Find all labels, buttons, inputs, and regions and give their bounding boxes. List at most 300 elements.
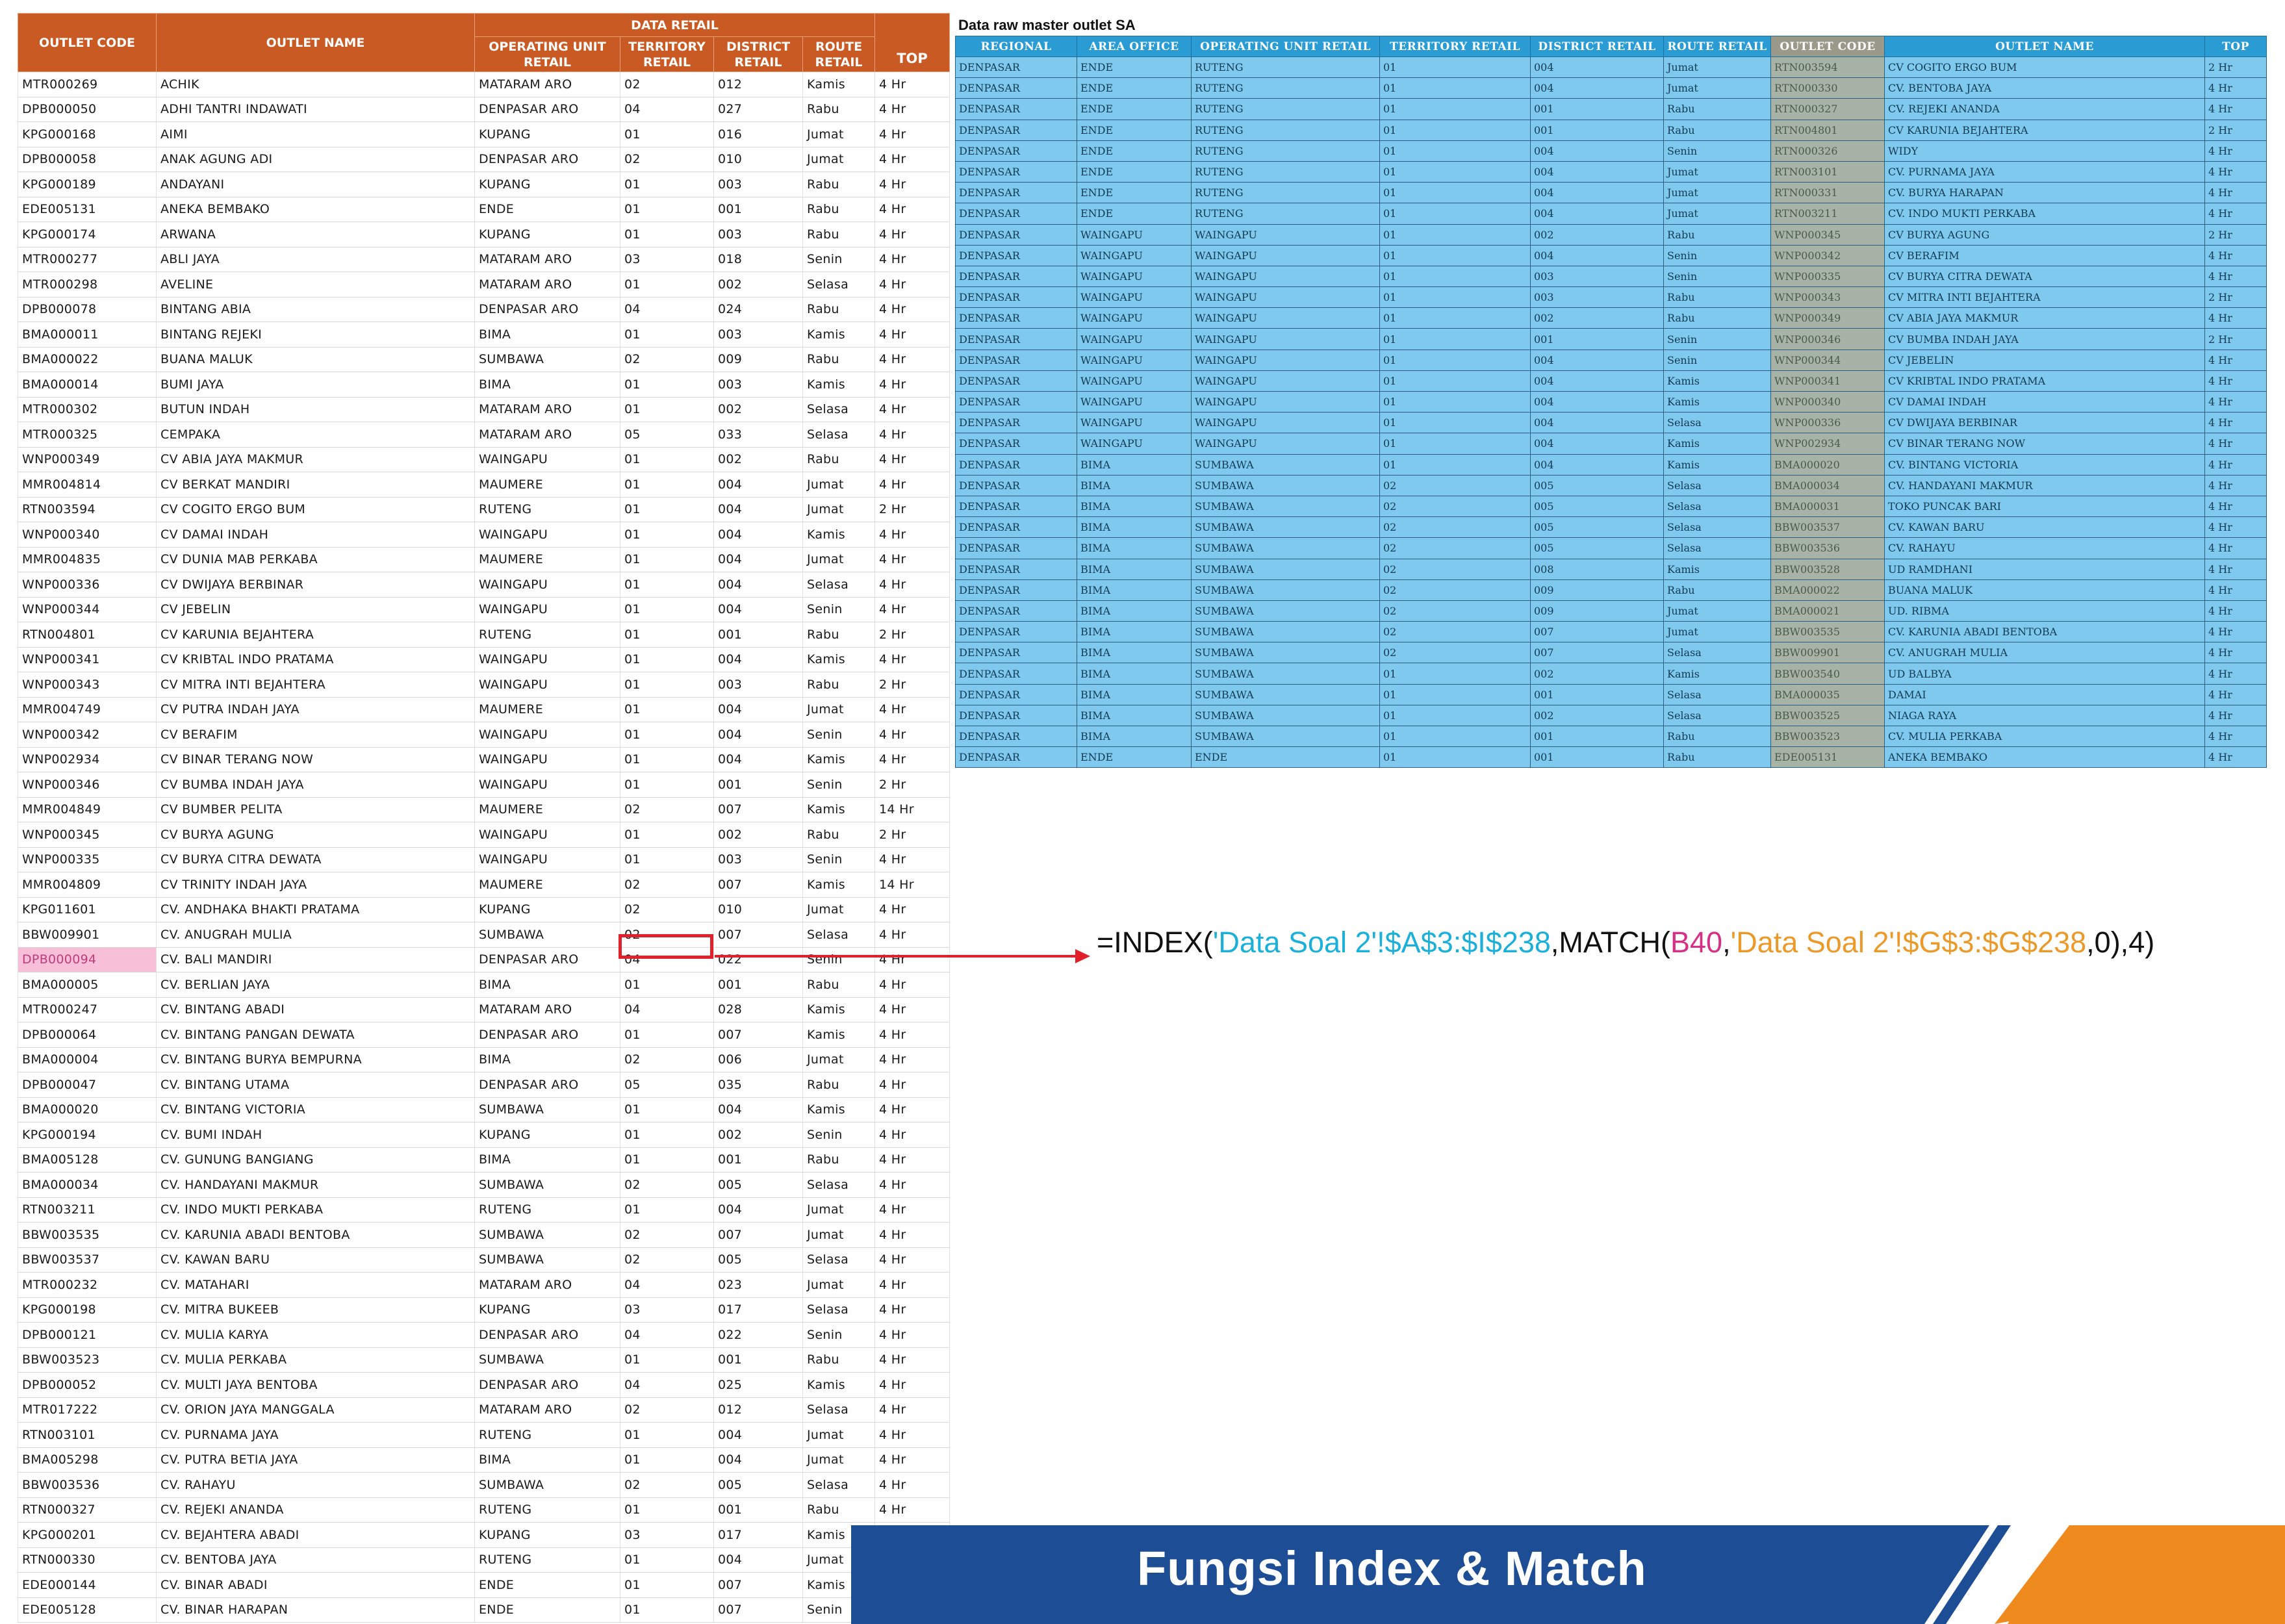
cell-outlet-code[interactable]: EDE005128 — [18, 1597, 157, 1623]
cell-operating-unit[interactable]: WAINGAPU — [475, 447, 620, 472]
cell-district[interactable]: 002 — [714, 822, 803, 848]
cell-district[interactable]: 004 — [714, 522, 803, 548]
raw-cell-regional[interactable]: DENPASAR — [956, 726, 1077, 747]
table-row[interactable] — [18, 1223, 950, 1248]
raw-cell-route[interactable]: Kamis — [1664, 370, 1771, 391]
cell-top[interactable]: 4 Hr — [875, 97, 950, 122]
raw-cell-top[interactable]: 4 Hr — [2205, 349, 2267, 370]
cell-outlet-code[interactable]: WNP000336 — [18, 572, 157, 598]
raw-cell-regional[interactable]: DENPASAR — [956, 663, 1077, 684]
table-row[interactable] — [18, 97, 950, 122]
raw-cell-operating-unit[interactable]: RUTENG — [1192, 203, 1380, 224]
raw-cell-route[interactable]: Kamis — [1664, 433, 1771, 454]
raw-cell-outlet-code[interactable]: WNP000345 — [1771, 224, 1885, 245]
cell-top[interactable]: 4 Hr — [875, 722, 950, 748]
table-row[interactable] — [18, 1473, 950, 1498]
cell-operating-unit[interactable]: WAINGAPU — [475, 772, 620, 798]
cell-route[interactable]: Senin — [803, 722, 875, 748]
raw-cell-operating-unit[interactable]: WAINGAPU — [1192, 349, 1380, 370]
cell-district[interactable]: 005 — [714, 1247, 803, 1273]
raw-cell-district[interactable]: 004 — [1531, 412, 1664, 433]
raw-cell-operating-unit[interactable]: SUMBAWA — [1192, 454, 1380, 475]
raw-cell-regional[interactable]: DENPASAR — [956, 99, 1077, 120]
raw-cell-territory[interactable]: 01 — [1380, 433, 1531, 454]
raw-cell-outlet-name[interactable]: UD BALBYA — [1885, 663, 2205, 684]
raw-cell-territory[interactable]: 02 — [1380, 538, 1531, 559]
raw-cell-district[interactable]: 001 — [1531, 726, 1664, 747]
table-row[interactable] — [956, 642, 2267, 663]
raw-cell-regional[interactable]: DENPASAR — [956, 642, 1077, 663]
cell-territory[interactable]: 05 — [620, 1072, 714, 1098]
cell-operating-unit[interactable]: WAINGAPU — [475, 722, 620, 748]
table-row[interactable] — [18, 1197, 950, 1223]
cell-top[interactable]: 4 Hr — [875, 697, 950, 722]
cell-operating-unit[interactable]: ENDE — [475, 1597, 620, 1623]
cell-outlet-name[interactable]: CV. MITRA BUKEEB — [157, 1297, 475, 1323]
raw-cell-area-office[interactable]: BIMA — [1077, 579, 1192, 600]
raw-cell-area-office[interactable]: WAINGAPU — [1077, 392, 1192, 412]
cell-district[interactable]: 027 — [714, 97, 803, 122]
raw-cell-operating-unit[interactable]: SUMBAWA — [1192, 663, 1380, 684]
raw-cell-top[interactable]: 4 Hr — [2205, 245, 2267, 266]
cell-outlet-code[interactable]: RTN000327 — [18, 1497, 157, 1523]
raw-cell-outlet-code[interactable]: RTN000327 — [1771, 99, 1885, 120]
table-row[interactable] — [956, 266, 2267, 286]
cell-operating-unit[interactable]: BIMA — [475, 972, 620, 998]
raw-cell-regional[interactable]: DENPASAR — [956, 496, 1077, 516]
cell-territory[interactable]: 01 — [620, 672, 714, 698]
raw-cell-regional[interactable]: DENPASAR — [956, 224, 1077, 245]
table-row[interactable] — [18, 1323, 950, 1348]
raw-col-district[interactable]: DISTRICT RETAIL — [1531, 36, 1664, 57]
cell-district[interactable]: 001 — [714, 622, 803, 648]
raw-cell-operating-unit[interactable]: SUMBAWA — [1192, 600, 1380, 621]
raw-cell-operating-unit[interactable]: WAINGAPU — [1192, 224, 1380, 245]
raw-cell-route[interactable]: Jumat — [1664, 57, 1771, 78]
cell-top[interactable]: 4 Hr — [875, 1022, 950, 1048]
cell-outlet-code[interactable]: MTR000298 — [18, 272, 157, 298]
cell-district[interactable]: 002 — [714, 1123, 803, 1148]
cell-outlet-code[interactable]: EDE000144 — [18, 1573, 157, 1598]
cell-district[interactable]: 028 — [714, 997, 803, 1022]
raw-cell-district[interactable]: 004 — [1531, 349, 1664, 370]
raw-cell-regional[interactable]: DENPASAR — [956, 412, 1077, 433]
cell-route[interactable]: Kamis — [803, 1373, 875, 1398]
raw-cell-route[interactable]: Selasa — [1664, 412, 1771, 433]
cell-territory[interactable]: 04 — [620, 97, 714, 122]
cell-route[interactable]: Senin — [803, 247, 875, 272]
raw-cell-route[interactable]: Jumat — [1664, 203, 1771, 224]
cell-territory[interactable]: 01 — [620, 1573, 714, 1598]
cell-outlet-name[interactable]: CV. BINTANG PANGAN DEWATA — [157, 1022, 475, 1048]
cell-outlet-code[interactable]: RTN003101 — [18, 1423, 157, 1448]
cell-top[interactable]: 4 Hr — [875, 1097, 950, 1123]
cell-outlet-code[interactable]: DPB000064 — [18, 1022, 157, 1048]
table-row[interactable] — [956, 329, 2267, 349]
cell-outlet-code[interactable]: BMA000034 — [18, 1173, 157, 1198]
raw-cell-outlet-name[interactable]: NIAGA RAYA — [1885, 705, 2205, 726]
cell-territory[interactable]: 05 — [620, 422, 714, 448]
cell-route[interactable]: Selasa — [803, 1247, 875, 1273]
cell-outlet-code[interactable]: WNP000341 — [18, 647, 157, 672]
raw-cell-territory[interactable]: 01 — [1380, 392, 1531, 412]
cell-route[interactable]: Rabu — [803, 197, 875, 222]
cell-route[interactable]: Kamis — [803, 747, 875, 772]
cell-outlet-name[interactable]: CV. BINTANG UTAMA — [157, 1072, 475, 1098]
cell-operating-unit[interactable]: BIMA — [475, 1447, 620, 1473]
cell-territory[interactable]: 02 — [620, 347, 714, 372]
raw-cell-operating-unit[interactable]: SUMBAWA — [1192, 622, 1380, 642]
table-row[interactable] — [956, 684, 2267, 705]
cell-operating-unit[interactable]: MATARAM ARO — [475, 1273, 620, 1298]
raw-cell-route[interactable]: Jumat — [1664, 183, 1771, 203]
raw-cell-operating-unit[interactable]: SUMBAWA — [1192, 705, 1380, 726]
raw-cell-outlet-name[interactable]: CV ABIA JAYA MAKMUR — [1885, 308, 2205, 329]
raw-cell-territory[interactable]: 01 — [1380, 370, 1531, 391]
cell-outlet-name[interactable]: BINTANG ABIA — [157, 297, 475, 322]
table-row[interactable] — [18, 1423, 950, 1448]
cell-territory[interactable]: 04 — [620, 297, 714, 322]
cell-outlet-name[interactable]: CV COGITO ERGO BUM — [157, 497, 475, 522]
raw-cell-territory[interactable]: 02 — [1380, 517, 1531, 538]
raw-cell-outlet-code[interactable]: RTN000330 — [1771, 78, 1885, 99]
cell-top[interactable]: 4 Hr — [875, 1197, 950, 1223]
cell-territory[interactable]: 01 — [620, 1022, 714, 1048]
table-row[interactable] — [18, 1597, 950, 1623]
cell-operating-unit[interactable]: RUTENG — [475, 1547, 620, 1573]
raw-cell-route[interactable]: Kamis — [1664, 663, 1771, 684]
cell-route[interactable]: Jumat — [803, 122, 875, 147]
raw-cell-area-office[interactable]: ENDE — [1077, 120, 1192, 140]
raw-cell-territory[interactable]: 01 — [1380, 203, 1531, 224]
raw-cell-outlet-code[interactable]: WNP000346 — [1771, 329, 1885, 349]
table-row[interactable] — [18, 1573, 950, 1598]
table-row[interactable] — [956, 663, 2267, 684]
raw-cell-route[interactable]: Senin — [1664, 266, 1771, 286]
cell-route[interactable]: Jumat — [803, 1273, 875, 1298]
cell-route[interactable]: Selasa — [803, 422, 875, 448]
raw-cell-outlet-code[interactable]: BMA000031 — [1771, 496, 1885, 516]
cell-outlet-name[interactable]: CV. PUTRA BETIA JAYA — [157, 1447, 475, 1473]
raw-cell-district[interactable]: 004 — [1531, 203, 1664, 224]
cell-operating-unit[interactable]: MAUMERE — [475, 872, 620, 898]
cell-operating-unit[interactable]: ENDE — [475, 1573, 620, 1598]
cell-district[interactable]: 004 — [714, 1097, 803, 1123]
cell-top[interactable]: 4 Hr — [875, 1247, 950, 1273]
raw-cell-outlet-code[interactable]: RTN000326 — [1771, 140, 1885, 161]
raw-cell-top[interactable]: 4 Hr — [2205, 726, 2267, 747]
raw-cell-route[interactable]: Rabu — [1664, 579, 1771, 600]
cell-top[interactable]: 4 Hr — [875, 522, 950, 548]
cell-route[interactable]: Rabu — [803, 1147, 875, 1173]
raw-cell-route[interactable]: Senin — [1664, 329, 1771, 349]
cell-district[interactable]: 004 — [714, 547, 803, 572]
table-row[interactable] — [18, 797, 950, 822]
cell-outlet-name[interactable]: CV BURYA CITRA DEWATA — [157, 847, 475, 872]
cell-route[interactable]: Jumat — [803, 1423, 875, 1448]
cell-district[interactable]: 001 — [714, 1497, 803, 1523]
raw-cell-district[interactable]: 001 — [1531, 120, 1664, 140]
raw-cell-territory[interactable]: 02 — [1380, 559, 1531, 579]
table-row[interactable] — [956, 433, 2267, 454]
cell-operating-unit[interactable]: SUMBAWA — [475, 1347, 620, 1373]
raw-cell-area-office[interactable]: BIMA — [1077, 559, 1192, 579]
col-header-district[interactable]: DISTRICT RETAIL — [714, 37, 803, 72]
raw-cell-regional[interactable]: DENPASAR — [956, 183, 1077, 203]
table-row[interactable] — [18, 872, 950, 898]
raw-cell-top[interactable]: 4 Hr — [2205, 496, 2267, 516]
cell-route[interactable]: Rabu — [803, 1497, 875, 1523]
raw-col-territory[interactable]: TERRITORY RETAIL — [1380, 36, 1531, 57]
raw-cell-area-office[interactable]: ENDE — [1077, 183, 1192, 203]
cell-district[interactable]: 001 — [714, 197, 803, 222]
cell-route[interactable]: Rabu — [803, 97, 875, 122]
cell-route[interactable]: Rabu — [803, 222, 875, 247]
cell-operating-unit[interactable]: MATARAM ARO — [475, 422, 620, 448]
cell-territory[interactable]: 01 — [620, 1097, 714, 1123]
raw-cell-regional[interactable]: DENPASAR — [956, 392, 1077, 412]
cell-top[interactable]: 2 Hr — [875, 822, 950, 848]
cell-district[interactable]: 007 — [714, 1022, 803, 1048]
table-row[interactable] — [956, 517, 2267, 538]
raw-cell-area-office[interactable]: BIMA — [1077, 622, 1192, 642]
cell-route[interactable]: Jumat — [803, 1447, 875, 1473]
cell-operating-unit[interactable]: SUMBAWA — [475, 1223, 620, 1248]
raw-cell-outlet-code[interactable]: BBW003525 — [1771, 705, 1885, 726]
raw-cell-route[interactable]: Rabu — [1664, 308, 1771, 329]
cell-top[interactable]: 4 Hr — [875, 447, 950, 472]
raw-cell-territory[interactable]: 01 — [1380, 245, 1531, 266]
table-row[interactable] — [956, 579, 2267, 600]
raw-cell-regional[interactable]: DENPASAR — [956, 308, 1077, 329]
cell-route[interactable]: Jumat — [803, 547, 875, 572]
cell-outlet-name[interactable]: CV. KAWAN BARU — [157, 1247, 475, 1273]
col-header-route[interactable]: ROUTE RETAIL — [803, 37, 875, 72]
raw-cell-top[interactable]: 4 Hr — [2205, 412, 2267, 433]
cell-route[interactable]: Senin — [803, 947, 875, 972]
cell-operating-unit[interactable]: DENPASAR ARO — [475, 1323, 620, 1348]
raw-col-outlet-code[interactable]: OUTLET CODE — [1771, 36, 1885, 57]
cell-top[interactable]: 4 Hr — [875, 947, 950, 972]
cell-territory[interactable]: 01 — [620, 397, 714, 422]
raw-cell-regional[interactable]: DENPASAR — [956, 433, 1077, 454]
cell-operating-unit[interactable]: WAINGAPU — [475, 597, 620, 622]
cell-outlet-name[interactable]: CV. BERLIAN JAYA — [157, 972, 475, 998]
cell-operating-unit[interactable]: RUTENG — [475, 622, 620, 648]
cell-route[interactable]: Jumat — [803, 1047, 875, 1072]
cell-outlet-code[interactable]: MTR000302 — [18, 397, 157, 422]
cell-top[interactable]: 4 Hr — [875, 1223, 950, 1248]
cell-district[interactable]: 002 — [714, 397, 803, 422]
table-row[interactable] — [956, 224, 2267, 245]
raw-cell-territory[interactable]: 01 — [1380, 266, 1531, 286]
cell-territory[interactable]: 01 — [620, 1597, 714, 1623]
table-row[interactable] — [18, 672, 950, 698]
cell-operating-unit[interactable]: DENPASAR ARO — [475, 147, 620, 172]
raw-cell-outlet-name[interactable]: CV. REJEKI ANANDA — [1885, 99, 2205, 120]
cell-route[interactable]: Selasa — [803, 572, 875, 598]
raw-cell-top[interactable]: 4 Hr — [2205, 559, 2267, 579]
cell-route[interactable]: Jumat — [803, 1223, 875, 1248]
raw-cell-regional[interactable]: DENPASAR — [956, 120, 1077, 140]
raw-cell-outlet-name[interactable]: CV. BURYA HARAPAN — [1885, 183, 2205, 203]
cell-top[interactable]: 4 Hr — [875, 1347, 950, 1373]
table-row[interactable] — [956, 392, 2267, 412]
cell-operating-unit[interactable]: MAUMERE — [475, 472, 620, 498]
cell-outlet-code[interactable]: BBW003523 — [18, 1347, 157, 1373]
table-row[interactable] — [18, 572, 950, 598]
table-row[interactable] — [18, 322, 950, 348]
cell-outlet-code[interactable]: KPG000174 — [18, 222, 157, 247]
cell-territory[interactable]: 02 — [620, 922, 714, 948]
cell-operating-unit[interactable]: BIMA — [475, 1147, 620, 1173]
cell-top[interactable]: 4 Hr — [875, 1447, 950, 1473]
cell-route[interactable]: Selasa — [803, 1297, 875, 1323]
cell-outlet-code[interactable]: KPG011601 — [18, 897, 157, 922]
raw-cell-district[interactable]: 002 — [1531, 224, 1664, 245]
raw-cell-top[interactable]: 2 Hr — [2205, 120, 2267, 140]
cell-outlet-code[interactable]: RTN000330 — [18, 1547, 157, 1573]
cell-outlet-code[interactable]: BBW009901 — [18, 922, 157, 948]
raw-cell-outlet-name[interactable]: CV. BENTOBA JAYA — [1885, 78, 2205, 99]
cell-territory[interactable]: 01 — [620, 522, 714, 548]
raw-cell-top[interactable]: 4 Hr — [2205, 99, 2267, 120]
cell-outlet-name[interactable]: CEMPAKA — [157, 422, 475, 448]
cell-territory[interactable]: 01 — [620, 1423, 714, 1448]
cell-top[interactable]: 4 Hr — [875, 572, 950, 598]
cell-outlet-name[interactable]: ADHI TANTRI INDAWATI — [157, 97, 475, 122]
raw-col-operating-unit[interactable]: OPERATING UNIT RETAIL — [1192, 36, 1380, 57]
cell-top[interactable]: 4 Hr — [875, 897, 950, 922]
cell-top[interactable]: 4 Hr — [875, 847, 950, 872]
raw-cell-outlet-name[interactable]: DAMAI — [1885, 684, 2205, 705]
raw-cell-district[interactable]: 004 — [1531, 433, 1664, 454]
raw-cell-district[interactable]: 001 — [1531, 684, 1664, 705]
raw-cell-outlet-code[interactable]: BBW003528 — [1771, 559, 1885, 579]
cell-outlet-name[interactable]: CV. BEJAHTERA ABADI — [157, 1523, 475, 1548]
table-row[interactable] — [18, 522, 950, 548]
raw-cell-operating-unit[interactable]: WAINGAPU — [1192, 370, 1380, 391]
raw-cell-regional[interactable]: DENPASAR — [956, 57, 1077, 78]
cell-district[interactable]: 005 — [714, 1473, 803, 1498]
raw-cell-route[interactable]: Rabu — [1664, 747, 1771, 768]
raw-cell-outlet-code[interactable]: WNP000342 — [1771, 245, 1885, 266]
raw-cell-area-office[interactable]: ENDE — [1077, 78, 1192, 99]
raw-col-outlet-name[interactable]: OUTLET NAME — [1885, 36, 2205, 57]
table-row[interactable] — [18, 997, 950, 1022]
raw-cell-operating-unit[interactable]: SUMBAWA — [1192, 496, 1380, 516]
cell-outlet-name[interactable]: CV. ORION JAYA MANGGALA — [157, 1397, 475, 1423]
cell-district[interactable]: 003 — [714, 172, 803, 197]
cell-top[interactable]: 4 Hr — [875, 72, 950, 97]
cell-outlet-code[interactable]: MMR004814 — [18, 472, 157, 498]
cell-district[interactable]: 004 — [714, 647, 803, 672]
cell-route[interactable]: Jumat — [803, 897, 875, 922]
cell-territory[interactable]: 01 — [620, 1547, 714, 1573]
cell-territory[interactable]: 02 — [620, 1473, 714, 1498]
cell-territory[interactable]: 01 — [620, 122, 714, 147]
cell-operating-unit[interactable]: DENPASAR ARO — [475, 97, 620, 122]
table-row[interactable] — [18, 1123, 950, 1148]
raw-cell-regional[interactable]: DENPASAR — [956, 538, 1077, 559]
cell-outlet-name[interactable]: ANEKA BEMBAKO — [157, 197, 475, 222]
cell-outlet-name[interactable]: CV KARUNIA BEJAHTERA — [157, 622, 475, 648]
raw-cell-outlet-name[interactable]: CV. PURNAMA JAYA — [1885, 161, 2205, 182]
cell-territory[interactable]: 01 — [620, 697, 714, 722]
cell-operating-unit[interactable]: WAINGAPU — [475, 522, 620, 548]
cell-outlet-code[interactable]: BBW003535 — [18, 1223, 157, 1248]
raw-cell-operating-unit[interactable]: WAINGAPU — [1192, 308, 1380, 329]
raw-cell-area-office[interactable]: ENDE — [1077, 747, 1192, 768]
cell-outlet-code[interactable]: MTR017222 — [18, 1397, 157, 1423]
cell-outlet-code[interactable]: DPB000058 — [18, 147, 157, 172]
table-row[interactable] — [18, 422, 950, 448]
cell-top[interactable]: 2 Hr — [875, 497, 950, 522]
cell-district[interactable]: 004 — [714, 472, 803, 498]
raw-cell-top[interactable]: 4 Hr — [2205, 642, 2267, 663]
raw-cell-territory[interactable]: 01 — [1380, 705, 1531, 726]
cell-outlet-name[interactable]: CV. MATAHARI — [157, 1273, 475, 1298]
raw-cell-top[interactable]: 4 Hr — [2205, 475, 2267, 496]
cell-territory[interactable]: 01 — [620, 597, 714, 622]
cell-district[interactable]: 003 — [714, 372, 803, 398]
raw-cell-operating-unit[interactable]: WAINGAPU — [1192, 329, 1380, 349]
raw-cell-outlet-name[interactable]: CV JEBELIN — [1885, 349, 2205, 370]
cell-operating-unit[interactable]: BIMA — [475, 1047, 620, 1072]
raw-col-top[interactable]: TOP — [2205, 36, 2267, 57]
cell-route[interactable]: Rabu — [803, 172, 875, 197]
cell-outlet-code[interactable]: BMA005128 — [18, 1147, 157, 1173]
table-row[interactable] — [18, 822, 950, 848]
table-row[interactable] — [18, 1547, 950, 1573]
cell-territory[interactable]: 02 — [620, 1397, 714, 1423]
table-row[interactable] — [956, 412, 2267, 433]
cell-territory[interactable]: 01 — [620, 172, 714, 197]
table-row[interactable] — [18, 222, 950, 247]
cell-district[interactable]: 007 — [714, 1223, 803, 1248]
cell-outlet-code[interactable]: RTN003211 — [18, 1197, 157, 1223]
cell-top[interactable]: 4 Hr — [875, 997, 950, 1022]
table-row[interactable] — [18, 697, 950, 722]
cell-outlet-code[interactable]: BMA000011 — [18, 322, 157, 348]
cell-outlet-name[interactable]: BUMI JAYA — [157, 372, 475, 398]
cell-territory[interactable]: 01 — [620, 447, 714, 472]
raw-cell-top[interactable]: 4 Hr — [2205, 392, 2267, 412]
table-row[interactable] — [956, 99, 2267, 120]
cell-outlet-code[interactable]: WNP000349 — [18, 447, 157, 472]
raw-cell-regional[interactable]: DENPASAR — [956, 266, 1077, 286]
cell-route[interactable]: Rabu — [803, 1347, 875, 1373]
cell-outlet-code[interactable]: WNP000340 — [18, 522, 157, 548]
raw-cell-regional[interactable]: DENPASAR — [956, 600, 1077, 621]
raw-cell-regional[interactable]: DENPASAR — [956, 684, 1077, 705]
cell-route[interactable]: Kamis — [803, 72, 875, 97]
cell-operating-unit[interactable]: MAUMERE — [475, 797, 620, 822]
raw-cell-top[interactable]: 4 Hr — [2205, 684, 2267, 705]
raw-col-regional[interactable]: REGIONAL — [956, 36, 1077, 57]
cell-territory[interactable]: 04 — [620, 947, 714, 972]
cell-operating-unit[interactable]: SUMBAWA — [475, 347, 620, 372]
cell-outlet-code[interactable]: BMA000022 — [18, 347, 157, 372]
cell-territory[interactable]: 01 — [620, 622, 714, 648]
cell-top[interactable]: 4 Hr — [875, 597, 950, 622]
raw-cell-area-office[interactable]: WAINGAPU — [1077, 433, 1192, 454]
cell-outlet-name[interactable]: CV BUMBA INDAH JAYA — [157, 772, 475, 798]
cell-territory[interactable]: 01 — [620, 272, 714, 298]
raw-cell-territory[interactable]: 01 — [1380, 663, 1531, 684]
raw-cell-territory[interactable]: 01 — [1380, 684, 1531, 705]
cell-territory[interactable]: 01 — [620, 1147, 714, 1173]
